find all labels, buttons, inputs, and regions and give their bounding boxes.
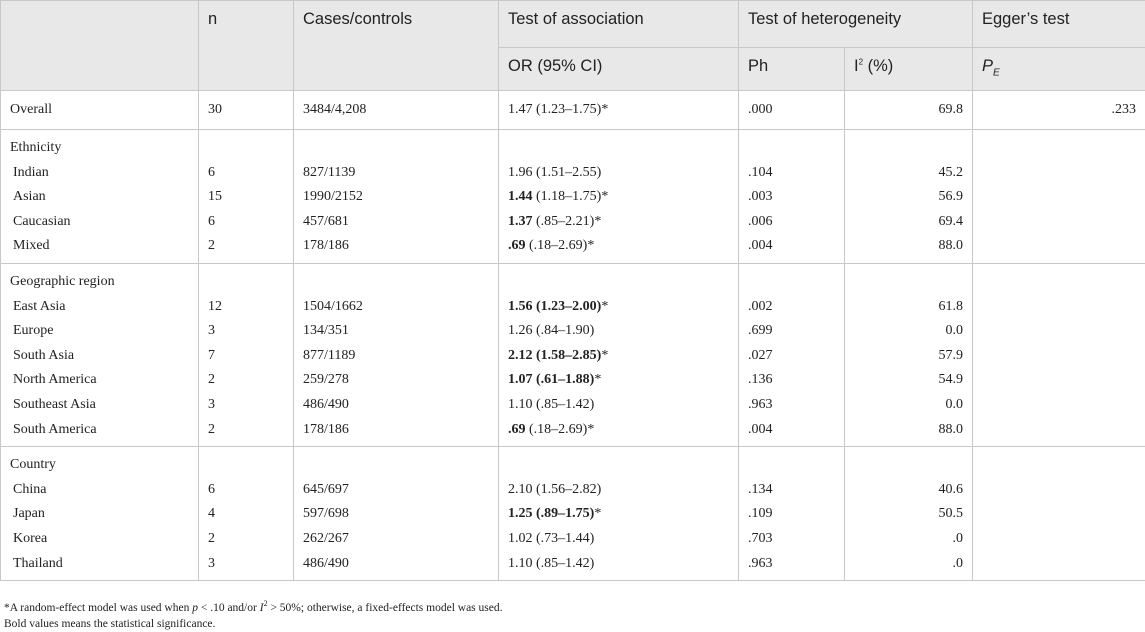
row-n: 3 — [199, 319, 294, 344]
row-ph: .002 — [739, 295, 845, 320]
footnote-model-text-c: > 50%; otherwise, a fixed-effects model was used. — [268, 602, 503, 614]
footnote-model-text-a: *A random-effect model was used when — [4, 602, 192, 614]
row-n: 6 — [199, 210, 294, 235]
header-i2-letter: I — [854, 57, 859, 75]
row-label: East Asia — [1, 295, 199, 320]
row-cases-controls: 134/351 — [294, 319, 499, 344]
empty-cell — [199, 130, 294, 161]
row-i2: 0.0 — [845, 319, 973, 344]
row-ph: .004 — [739, 418, 845, 447]
empty-cell — [499, 263, 739, 294]
row-i2: .0 — [845, 552, 973, 581]
row-ph: .963 — [739, 393, 845, 418]
row-ph: .134 — [739, 478, 845, 503]
row-or — [499, 478, 739, 503]
row-ph: .703 — [739, 527, 845, 552]
row-cases-controls: 486/490 — [294, 393, 499, 418]
header-pe-letter: P — [982, 57, 993, 75]
row-ph: .136 — [739, 368, 845, 393]
empty-cell — [294, 263, 499, 294]
row-i2: 56.9 — [845, 185, 973, 210]
overall-or — [499, 91, 739, 130]
group-title: Ethnicity — [1, 130, 199, 161]
row-n: 7 — [199, 344, 294, 369]
row-cases-controls: 877/1189 — [294, 344, 499, 369]
row-label: Indian — [1, 161, 199, 186]
empty-cell — [739, 447, 845, 478]
footnote-model-text-b: < .10 and/or — [198, 602, 260, 614]
row-n: 15 — [199, 185, 294, 210]
footnote-model-i: I — [260, 602, 264, 614]
header-cases-controls: Cases/controls — [294, 1, 499, 91]
header-i2-sup: 2 — [859, 58, 863, 67]
row-or — [499, 527, 739, 552]
overall-pe: .233 — [973, 91, 1145, 130]
egger-empty-cell — [973, 263, 1145, 446]
header-pe-sub: E — [993, 67, 1000, 78]
row-n: 6 — [199, 478, 294, 503]
row-cases-controls: 827/1139 — [294, 161, 499, 186]
header-test-of-heterogeneity: Test of heterogeneity — [739, 1, 973, 48]
row-or-bold: 2.12 (1.58–2.85) — [508, 348, 601, 363]
group-title: Country — [1, 447, 199, 478]
row-or — [499, 234, 739, 263]
row-n: 4 — [199, 502, 294, 527]
row-or-bold: .69 — [508, 238, 526, 253]
empty-cell — [739, 263, 845, 294]
row-or — [499, 418, 739, 447]
row-i2: .0 — [845, 527, 973, 552]
row-label: Europe — [1, 319, 199, 344]
row-or — [499, 344, 739, 369]
footnote-model-sup: 2 — [264, 599, 268, 608]
row-or-bold: 1.56 (1.23–2.00) — [508, 299, 601, 314]
header-or-ci: OR (95% CI) — [499, 48, 739, 91]
table-body — [1, 91, 1145, 581]
row-or — [499, 161, 739, 186]
row-label: Japan — [1, 502, 199, 527]
row-label: South America — [1, 418, 199, 447]
row-i2: 0.0 — [845, 393, 973, 418]
row-or — [499, 368, 739, 393]
overall-i2: 69.8 — [845, 91, 973, 130]
empty-cell — [845, 263, 973, 294]
table-header — [1, 1, 1145, 91]
header-ph: Ph — [739, 48, 845, 91]
row-n: 2 — [199, 418, 294, 447]
row-n: 3 — [199, 552, 294, 581]
row-ph: .027 — [739, 344, 845, 369]
table-row-overall — [1, 91, 1145, 130]
row-i2: 40.6 — [845, 478, 973, 503]
row-i2: 88.0 — [845, 234, 973, 263]
empty-cell — [294, 447, 499, 478]
row-or-rest: (1.18–1.75)* — [533, 189, 609, 204]
empty-cell — [294, 130, 499, 161]
row-cases-controls: 178/186 — [294, 234, 499, 263]
header-pe — [973, 48, 1145, 91]
row-cases-controls: 597/698 — [294, 502, 499, 527]
empty-cell — [499, 130, 739, 161]
header-i2 — [845, 48, 973, 91]
row-or — [499, 319, 739, 344]
table-row-group-title — [1, 130, 1145, 161]
row-cases-controls: 1990/2152 — [294, 185, 499, 210]
empty-cell — [739, 130, 845, 161]
header-i2-unit: (%) — [863, 57, 893, 75]
row-or-rest: 1.96 (1.51–2.55) — [508, 165, 601, 180]
row-or — [499, 393, 739, 418]
footnote-model-p: p — [192, 602, 198, 614]
row-or-bold: 1.07 (.61–1.88) — [508, 372, 594, 387]
row-n: 2 — [199, 527, 294, 552]
overall-label: Overall — [1, 91, 199, 130]
row-cases-controls: 1504/1662 — [294, 295, 499, 320]
row-label: Asian — [1, 185, 199, 210]
row-ph: .006 — [739, 210, 845, 235]
row-or-rest: 1.10 (.85–1.42) — [508, 397, 594, 412]
row-label: Caucasian — [1, 210, 199, 235]
row-cases-controls: 178/186 — [294, 418, 499, 447]
table-row-group-title — [1, 263, 1145, 294]
row-or-rest: 1.02 (.73–1.44) — [508, 531, 594, 546]
table-row-group-title — [1, 447, 1145, 478]
row-ph: .003 — [739, 185, 845, 210]
footnote-model — [4, 596, 503, 616]
row-ph: .109 — [739, 502, 845, 527]
row-i2: 88.0 — [845, 418, 973, 447]
row-or-rest: (.18–2.69)* — [526, 422, 595, 437]
row-i2: 50.5 — [845, 502, 973, 527]
overall-or-rest: 1.47 (1.23–1.75)* — [508, 102, 608, 117]
empty-cell — [199, 447, 294, 478]
row-cases-controls: 262/267 — [294, 527, 499, 552]
row-ph: .963 — [739, 552, 845, 581]
row-cases-controls: 457/681 — [294, 210, 499, 235]
row-cases-controls: 259/278 — [294, 368, 499, 393]
row-or-rest: 1.26 (.84–1.90) — [508, 323, 594, 338]
row-i2: 45.2 — [845, 161, 973, 186]
row-label: China — [1, 478, 199, 503]
row-i2: 69.4 — [845, 210, 973, 235]
egger-empty-cell — [973, 130, 1145, 264]
table-footnotes — [4, 596, 503, 632]
row-or — [499, 210, 739, 235]
row-or-rest: (.85–2.21)* — [533, 214, 602, 229]
row-or-rest: * — [594, 372, 601, 387]
row-n: 3 — [199, 393, 294, 418]
row-ph: .004 — [739, 234, 845, 263]
empty-cell — [499, 447, 739, 478]
overall-n: 30 — [199, 91, 294, 130]
row-or-bold: .69 — [508, 422, 526, 437]
empty-cell — [199, 263, 294, 294]
row-or-rest: * — [601, 299, 608, 314]
row-or — [499, 295, 739, 320]
row-or-rest: 2.10 (1.56–2.82) — [508, 482, 601, 497]
row-or — [499, 502, 739, 527]
footnote-bold: Bold values means the statistical significance. — [4, 616, 503, 632]
row-label: Thailand — [1, 552, 199, 581]
row-or-bold: 1.25 (.89–1.75) — [508, 506, 594, 521]
row-n: 6 — [199, 161, 294, 186]
overall-cases-controls: 3484/4,208 — [294, 91, 499, 130]
row-label: North America — [1, 368, 199, 393]
row-label: Southeast Asia — [1, 393, 199, 418]
row-ph: .104 — [739, 161, 845, 186]
header-subgroup — [1, 1, 199, 91]
empty-cell — [845, 447, 973, 478]
row-n: 2 — [199, 368, 294, 393]
egger-empty-cell — [973, 447, 1145, 581]
row-label: South Asia — [1, 344, 199, 369]
row-or-rest: (.18–2.69)* — [526, 238, 595, 253]
row-or-bold: 1.37 — [508, 214, 533, 229]
row-i2: 57.9 — [845, 344, 973, 369]
row-n: 12 — [199, 295, 294, 320]
row-or-rest: * — [601, 348, 608, 363]
header-n: n — [199, 1, 294, 91]
overall-ph: .000 — [739, 91, 845, 130]
header-eggers-test: Egger’s test — [973, 1, 1145, 48]
row-or-rest: 1.10 (.85–1.42) — [508, 556, 594, 571]
row-or-bold: 1.44 — [508, 189, 533, 204]
row-or — [499, 185, 739, 210]
row-or — [499, 552, 739, 581]
row-cases-controls: 486/490 — [294, 552, 499, 581]
row-label: Korea — [1, 527, 199, 552]
row-label: Mixed — [1, 234, 199, 263]
header-test-of-association: Test of association — [499, 1, 739, 48]
row-or-rest: * — [594, 506, 601, 521]
row-n: 2 — [199, 234, 294, 263]
row-ph: .699 — [739, 319, 845, 344]
row-i2: 61.8 — [845, 295, 973, 320]
empty-cell — [845, 130, 973, 161]
row-i2: 54.9 — [845, 368, 973, 393]
row-cases-controls: 645/697 — [294, 478, 499, 503]
group-title: Geographic region — [1, 263, 199, 294]
